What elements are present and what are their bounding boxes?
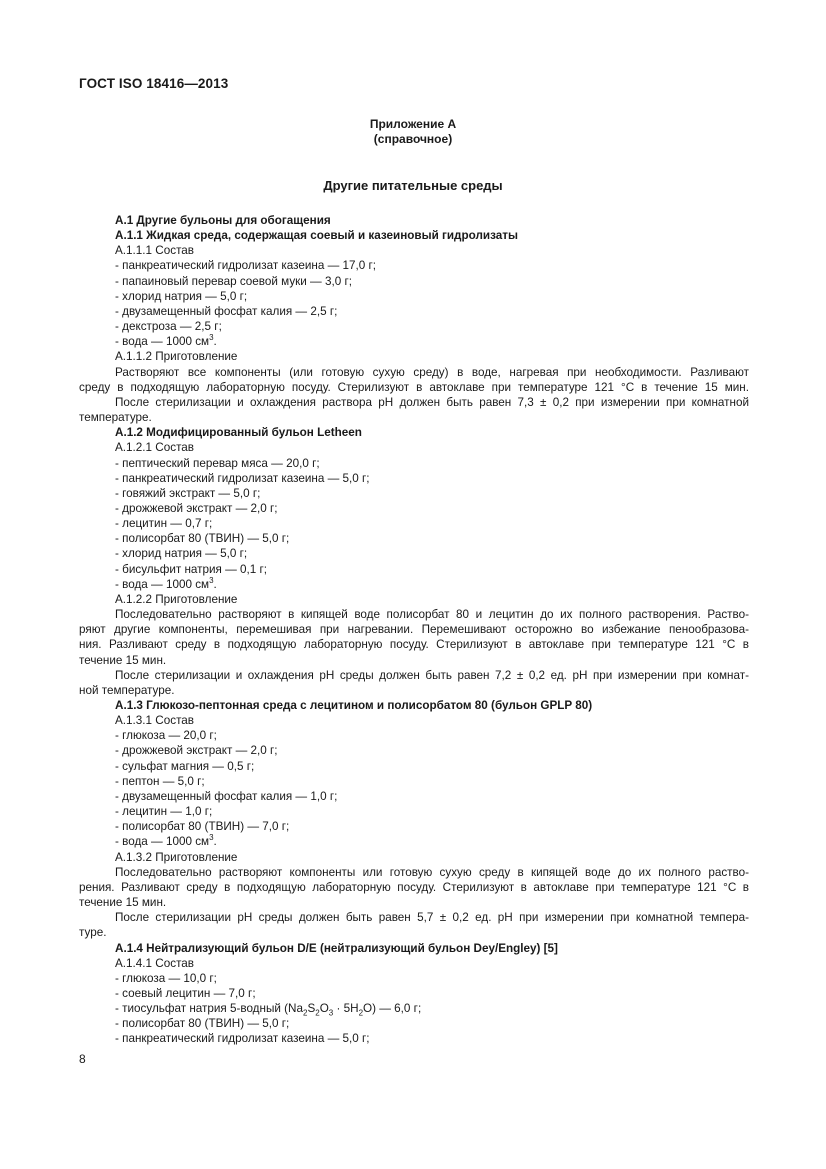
list-item: - панкреатический гидролизат казеина — 5,0 г; bbox=[115, 1032, 370, 1046]
list-item: - бисульфит натрия — 0,1 г; bbox=[115, 562, 268, 576]
list-item: - полисорбат 80 (ТВИН) — 5,0 г; bbox=[115, 1017, 290, 1031]
paragraph-line: ряют другие компоненты, перемешивая при нагревании. Перемешивают осторожно во избежание пенообразова- bbox=[79, 623, 749, 637]
paragraph-line: После стерилизации рН среды должен быть равен 5,7 ± 0,2 ед. рН при измерении при комнатной темпера- bbox=[115, 911, 749, 925]
clause-a111-heading: А.1.1.1 Состав bbox=[115, 244, 194, 258]
list-item: - дрожжевой экстракт — 2,0 г; bbox=[115, 501, 278, 515]
list-item: - панкреатический гидролизат казеина — 17,0 г; bbox=[115, 259, 377, 273]
list-item: - пептон — 5,0 г; bbox=[115, 774, 205, 788]
clause-a1-heading: А.1 Другие бульоны для обогащения bbox=[115, 214, 331, 227]
paragraph-line: После стерилизации и охлаждения раствора рН должен быть равен 7,3 ± 0,2 при измерении при комнатной bbox=[115, 395, 749, 409]
paragraph-line: Последовательно растворяют компоненты или готовую сухую среду в кипящей воде до их полного раство- bbox=[115, 865, 749, 879]
appendix-heading bbox=[0, 117, 826, 147]
list-item: - соевый лецитин — 7,0 г; bbox=[115, 986, 256, 1000]
clause-a112-heading: А.1.1.2 Приготовление bbox=[115, 350, 238, 364]
list-item: - панкреатический гидролизат казеина — 5,0 г; bbox=[115, 471, 370, 485]
clause-a12-heading: А.1.2 Модифицированный бульон Letheen bbox=[115, 426, 362, 440]
list-item: - полисорбат 80 (ТВИН) — 7,0 г; bbox=[115, 820, 290, 834]
list-item: - двузамещенный фосфат калия — 2,5 г; bbox=[115, 304, 338, 318]
page-number: 8 bbox=[79, 1052, 86, 1066]
clause-a14-heading: А.1.4 Нейтрализующий бульон D/E (нейтрализующий бульон Dey/Engley) [5] bbox=[115, 941, 558, 955]
list-item: - двузамещенный фосфат калия — 1,0 г; bbox=[115, 789, 338, 803]
paragraph-line: туре. bbox=[79, 926, 107, 940]
appendix-subtitle: (справочное) bbox=[373, 132, 453, 146]
list-item: - глюкоза — 20,0 г; bbox=[115, 729, 217, 743]
paragraph-line: ния. Разливают среду в подходящую лабораторную посуду. Стерилизуют в автоклаве при температуре 121 °С в bbox=[79, 638, 749, 652]
clause-a122-heading: А.1.2.2 Приготовление bbox=[115, 592, 238, 606]
paragraph-line: течение 15 мин. bbox=[79, 653, 167, 667]
list-item-water: - вода — 1000 $см^3$. bbox=[115, 333, 217, 349]
clause-a131-heading: А.1.3.1 Состав bbox=[115, 714, 194, 728]
section-title: Другие питательные среды bbox=[323, 178, 503, 193]
list-item: - хлорид натрия — 5,0 г; bbox=[115, 289, 248, 303]
clause-a141-heading: А.1.4.1 Состав bbox=[115, 956, 194, 970]
list-item: - глюкоза — 10,0 г; bbox=[115, 971, 217, 985]
list-item: - лецитин — 1,0 г; bbox=[115, 805, 213, 819]
list-item: - говяжий экстракт — 5,0 г; bbox=[115, 486, 261, 500]
list-item: - лецитин — 0,7 г; bbox=[115, 517, 213, 531]
paragraph-line: температуре. bbox=[79, 411, 152, 425]
list-item: - сульфат магния — 0,5 г; bbox=[115, 759, 255, 773]
clause-a121-heading: А.1.2.1 Состав bbox=[115, 441, 194, 455]
paragraph-line: ной температуре. bbox=[79, 683, 175, 697]
list-item-thiosulfate: - тиосульфат натрия 5-водный $(Na_2S_2O_3 \cdot 5H_2O)$ — 6,0 г; bbox=[115, 1002, 422, 1018]
paragraph-line: среду в подходящую лабораторную посуду. Стерилизуют в автоклаве при температуре 121 °С в течение 15 мин. bbox=[79, 380, 749, 394]
appendix-title: Приложение А bbox=[369, 117, 457, 131]
paragraph-line: рения. Разливают среду в подходящую лабораторную посуду. Стерилизуют в автоклаве при температуре 121 °С в bbox=[79, 880, 749, 894]
paragraph-line: течение 15 мин. bbox=[79, 896, 167, 910]
list-item-water: - вода — 1000 $см^3$. bbox=[115, 833, 217, 849]
paragraph-line: Последовательно растворяют в кипящей воде полисорбат 80 и лецитин до их полного растворения. Раство- bbox=[115, 608, 749, 622]
paragraph-line: Растворяют все компоненты (или готовую сухую среду) в воде, нагревая при необходимости. Разливают bbox=[115, 365, 749, 379]
list-item: - полисорбат 80 (ТВИН) — 5,0 г; bbox=[115, 532, 290, 546]
list-item: - хлорид натрия — 5,0 г; bbox=[115, 547, 248, 561]
standard-designation: ГОСТ ISO 18416—2013 bbox=[79, 76, 229, 91]
clause-a13-heading: А.1.3 Глюкозо-пептонная среда с лецитином и полисорбатом 80 (бульон GPLP 80) bbox=[115, 699, 593, 712]
document-body bbox=[79, 213, 749, 1047]
list-item: - декстроза — 2,5 г; bbox=[115, 320, 222, 334]
list-item-water: - вода — 1000 $см^3$. bbox=[115, 575, 217, 591]
clause-a132-heading: А.1.3.2 Приготовление bbox=[115, 850, 238, 864]
paragraph-line: После стерилизации и охлаждения рН среды должен быть равен 7,2 ± 0,2 ед. рН при измерении при комнат- bbox=[115, 668, 749, 682]
list-item: - пептический перевар мяса — 20,0 г; bbox=[115, 456, 320, 470]
list-item: - папаиновый перевар соевой муки — 3,0 г; bbox=[115, 274, 352, 288]
clause-a11-heading: А.1.1 Жидкая среда, содержащая соевый и казеиновый гидролизаты bbox=[115, 229, 518, 243]
list-item: - дрожжевой экстракт — 2,0 г; bbox=[115, 744, 278, 758]
